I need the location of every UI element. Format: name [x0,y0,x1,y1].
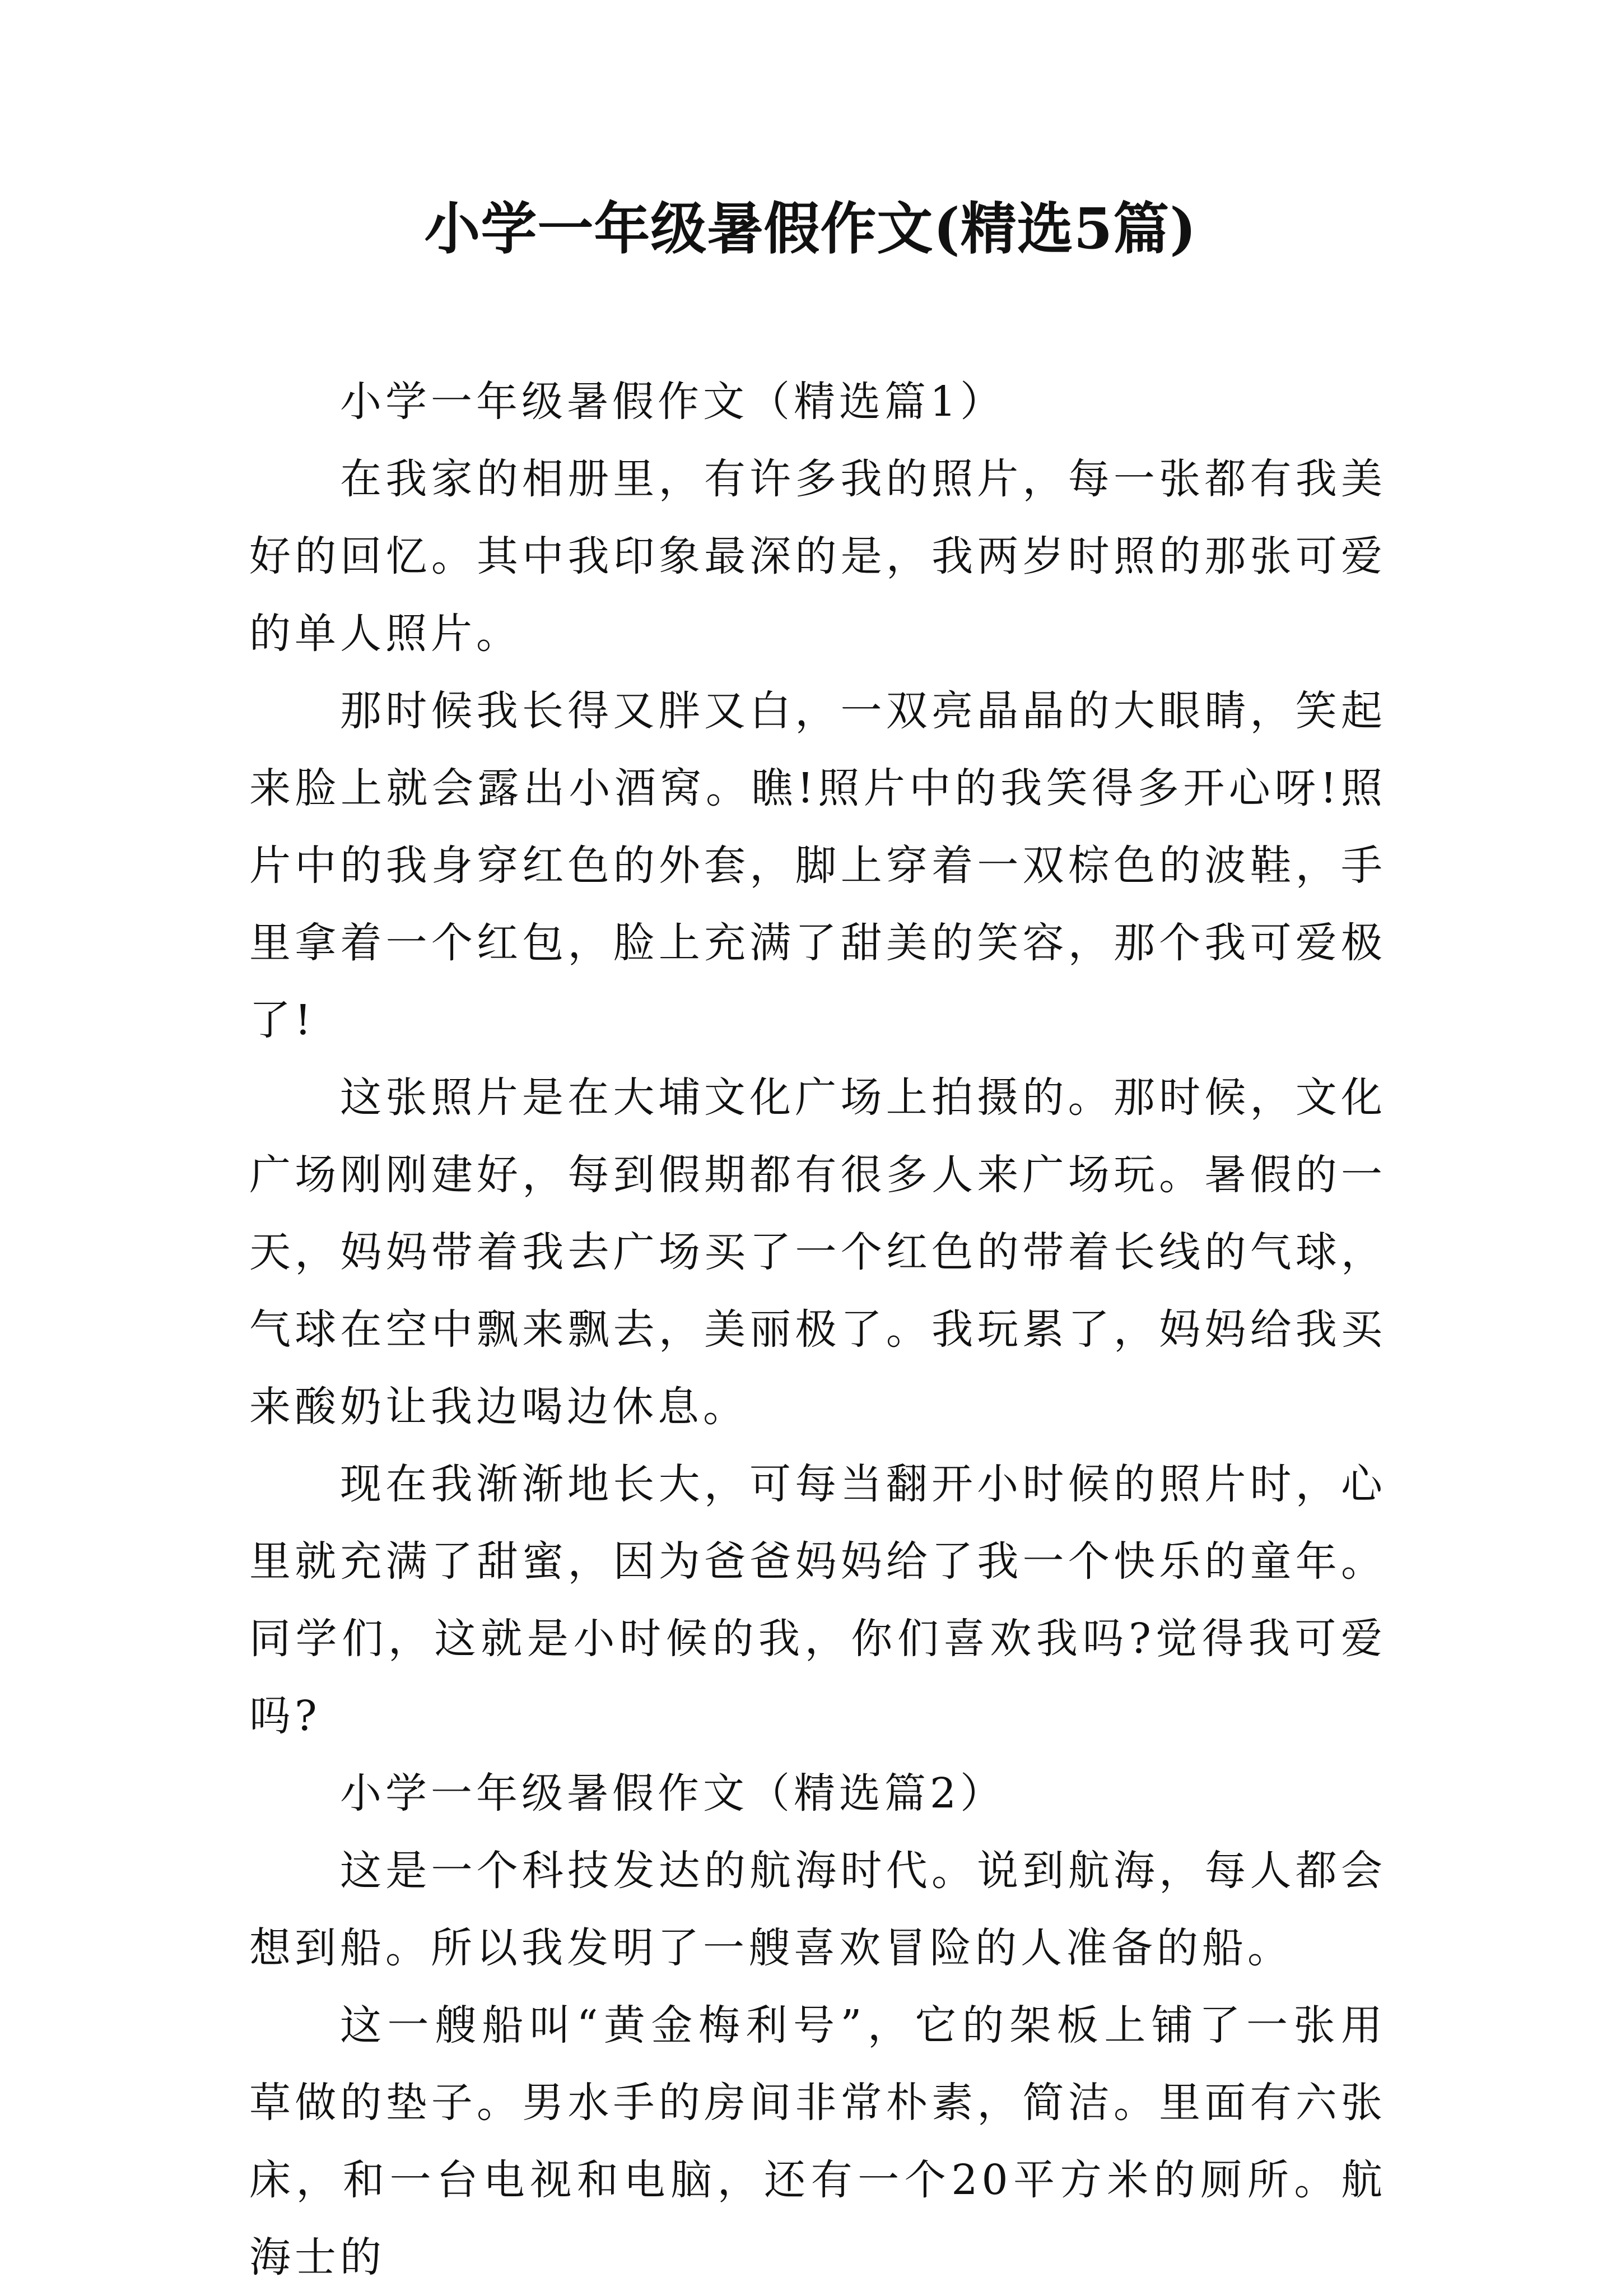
section-heading-1: 小学一年级暑假作文（精选篇1） [340,378,1006,426]
document-body [249,363,1386,2296]
paragraph: 现在我渐渐地长大，可每当翻开小时候的照片时，心里就充满了甜蜜，因为爸爸妈妈给了我一个快乐的童年。同学们，这就是小时候的我，你们喜欢我吗?觉得我可爱吗? [249,1460,1386,1740]
paragraph: 这张照片是在大埔文化广场上拍摄的。那时候，文化广场刚刚建好，每到假期都有很多人来广场玩。暑假的一天，妈妈带着我去广场买了一个红色的带着长线的气球，气球在空中飘来飘去，美丽极了。我玩累了，妈妈给我买来酸奶让我边喝边休息。 [249,1073,1386,1431]
document-title: 小学一年级暑假作文(精选5篇) [424,196,1197,262]
section-heading-2: 小学一年级暑假作文（精选篇2） [340,1769,1006,1818]
paragraph: 在我家的相册里，有许多我的照片，每一张都有我美好的回忆。其中我印象最深的是，我两岁时照的那张可爱的单人照片。 [249,455,1386,658]
paragraph: 这是一个科技发达的航海时代。说到航海，每人都会想到船。所以我发明了一艘喜欢冒险的人准备的船。 [249,1847,1386,1972]
paragraph: 这一艘船叫“黄金梅利号”，它的架板上铺了一张用草做的垫子。男水手的房间非常朴素，简洁。里面有六张床，和一台电视和电脑，还有一个20平方米的厕所。航海士的 [249,2001,1386,2281]
paragraph: 那时候我长得又胖又白，一双亮晶晶的大眼睛，笑起来脸上就会露出小酒窝。瞧!照片中的我笑得多开心呀!照片中的我身穿红色的外套，脚上穿着一双棕色的波鞋，手里拿着一个红包，脸上充满了甜美的笑容，那个我可爱极了! [249,687,1386,1044]
